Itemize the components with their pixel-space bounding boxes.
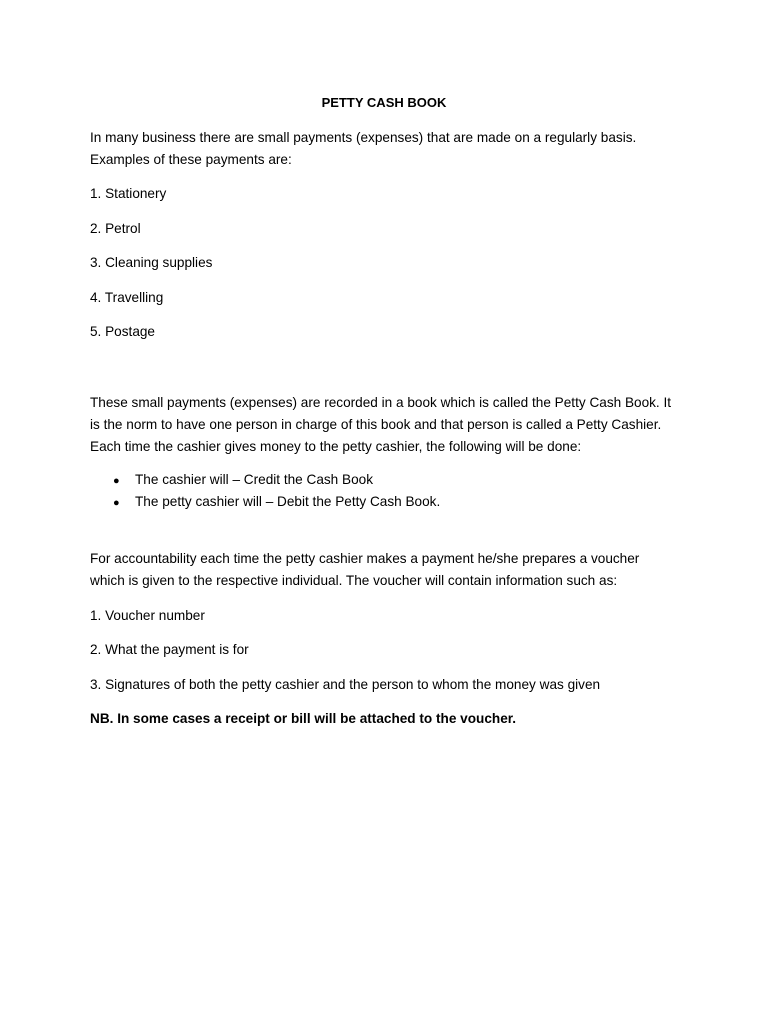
bullet-text: The cashier will – Credit the Cash Book <box>135 472 373 487</box>
accountability-line: For accountability each time the petty cashier makes a payment he/she prepares a voucher <box>90 551 640 566</box>
example-item-stationery: 1. Stationery <box>90 186 167 201</box>
accountability-line: which is given to the respective individual. The voucher will contain information such as: <box>90 573 618 588</box>
voucher-info-number: 1. Voucher number <box>90 608 205 623</box>
intro-paragraph <box>90 127 690 171</box>
recording-paragraph <box>90 392 690 458</box>
bullet-text: The petty cashier will – Debit the Petty Cash Book. <box>135 494 441 509</box>
voucher-info-purpose: 2. What the payment is for <box>90 642 249 657</box>
example-item-postage: 5. Postage <box>90 324 155 339</box>
recording-line: Each time the cashier gives money to the petty cashier, the following will be done: <box>90 439 582 454</box>
example-item-cleaning-supplies: 3. Cleaning supplies <box>90 255 213 270</box>
intro-line: In many business there are small payments (expenses) that are made on a regularly basis. <box>90 130 637 145</box>
nb-note: NB. In some cases a receipt or bill will be attached to the voucher. <box>90 711 517 726</box>
document-title: PETTY CASH BOOK <box>321 95 447 110</box>
accountability-paragraph <box>90 548 690 592</box>
bullet-item-debit <box>113 491 440 514</box>
intro-line: Examples of these payments are: <box>90 152 292 167</box>
bullet-icon: ● <box>113 475 120 487</box>
recording-line: These small payments (expenses) are recorded in a book which is called the Petty Cash Book. It <box>90 395 672 410</box>
voucher-info-signatures: 3. Signatures of both the petty cashier and the person to whom the money was given <box>90 677 601 692</box>
example-item-petrol: 2. Petrol <box>90 221 141 236</box>
recording-line: is the norm to have one person in charge of this book and that person is called a Petty Cashier. <box>90 417 662 432</box>
bullet-item-credit <box>113 469 373 492</box>
bullet-icon: ● <box>113 497 120 509</box>
example-item-travelling: 4. Travelling <box>90 290 164 305</box>
